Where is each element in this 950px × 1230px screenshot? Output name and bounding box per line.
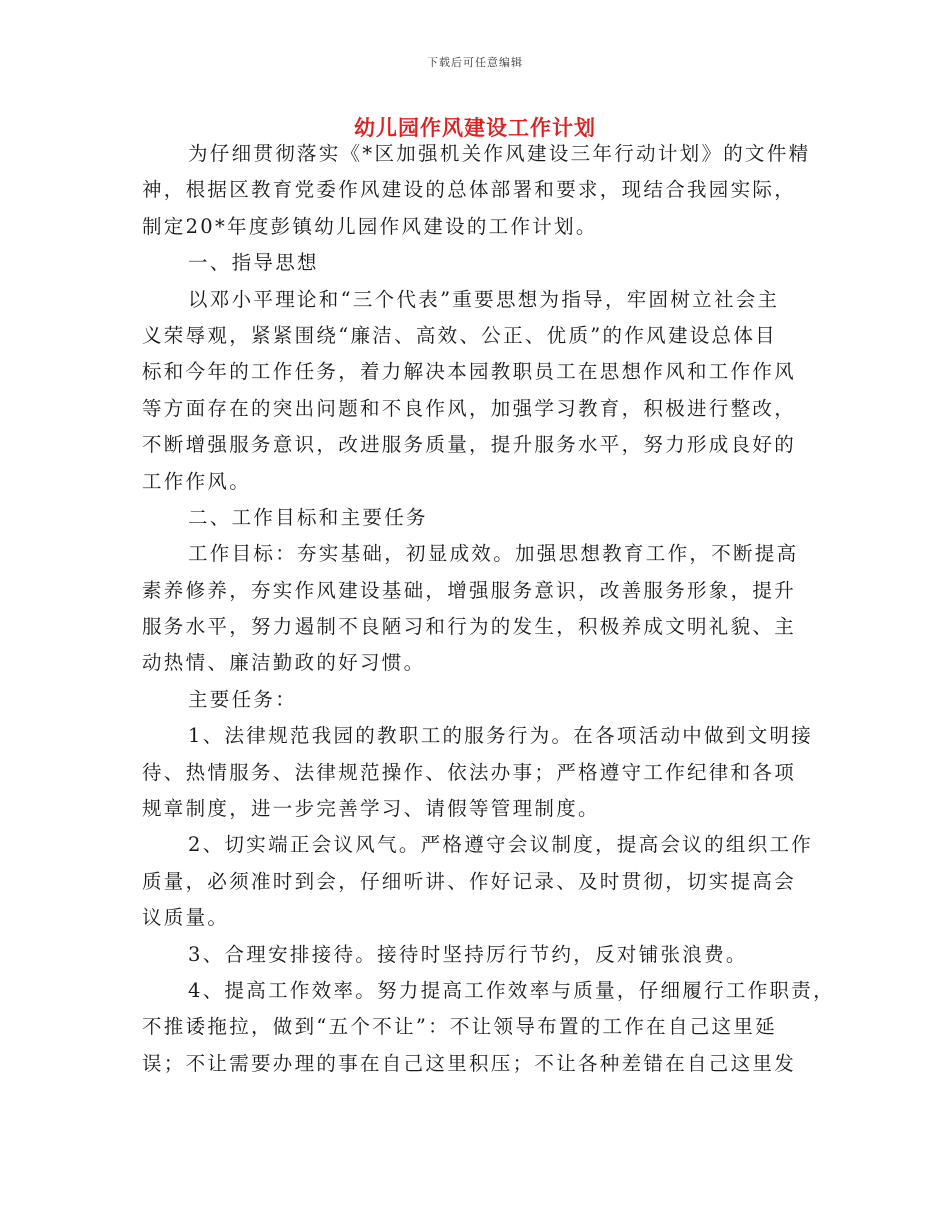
body-line: 误；不让需要办理的事在自己这里积压；不让各种差错在自己这里发	[142, 1051, 797, 1075]
body-line: 质量，必须准时到会，仔细听讲、作好记录、及时贯彻，切实提高会	[142, 869, 797, 893]
body-line: 主要任务：	[188, 687, 298, 711]
body-line: 动热情、廉洁勤政的好习惯。	[142, 651, 426, 675]
body-line: 1、法律规范我园的教职工的服务行为。在各项活动中做到文明接	[188, 724, 814, 748]
page-header: 下载后可任意编辑	[427, 56, 523, 69]
body-line: 二、工作目标和主要任务	[188, 505, 428, 529]
body-line: 为仔细贯彻落实《*区加强机关作风建设三年行动计划》的文件精	[188, 142, 811, 165]
body-line: 神，根据区教育党委作风建设的总体部署和要求，现结合我园实际，	[142, 178, 797, 202]
body-line: 不断增强服务意识，改进服务质量，提升服务水平，努力形成良好的	[142, 433, 797, 457]
body-line: 不推诿拖拉，做到“五个不让”：不让领导布置的工作在自己这里延	[142, 1015, 777, 1039]
body-line: 议质量。	[142, 906, 230, 930]
body-line: 标和今年的工作任务，着力解决本园教职员工在思想作风和工作作风	[142, 360, 797, 384]
body-line: 服务水平，努力遏制不良陋习和行为的发生，积极养成文明礼貌、主	[142, 615, 797, 639]
document-body	[142, 136, 835, 1082]
body-line: 工作目标：夯实基础，初显成效。加强思想教育工作，不断提高	[188, 542, 799, 566]
document-title: 幼儿园作风建设工作计划	[354, 115, 596, 140]
body-line: 2、切实端正会议风气。严格遵守会议制度，提高会议的组织工作	[188, 833, 814, 857]
body-line: 3、合理安排接待。接待时坚持厉行节约，反对铺张浪费。	[188, 942, 748, 966]
body-line: 待、热情服务、法律规范操作、依法办事；严格遵守工作纪律和各项	[142, 760, 797, 784]
body-line: 一、指导思想	[188, 251, 319, 275]
body-line: 工作作风。	[142, 469, 252, 493]
body-line: 规章制度，进一步完善学习、请假等管理制度。	[142, 797, 600, 821]
body-line: 以邓小平理论和“三个代表”重要思想为指导，牢固树立社会主	[188, 287, 780, 311]
body-line: 等方面存在的突出问题和不良作风，加强学习教育，积极进行整改，	[142, 396, 797, 420]
body-line: 制定20*年度彭镇幼儿园作风建设的工作计划。	[142, 214, 598, 238]
body-line: 义荣辱观，紧紧围绕“廉洁、高效、公正、优质”的作风建设总体目	[142, 323, 777, 347]
body-line: 4、提高工作效率。努力提高工作效率与质量，仔细履行工作职责，	[188, 978, 835, 1002]
body-line: 素养修养，夯实作风建设基础，增强服务意识，改善服务形象，提升	[142, 578, 797, 602]
